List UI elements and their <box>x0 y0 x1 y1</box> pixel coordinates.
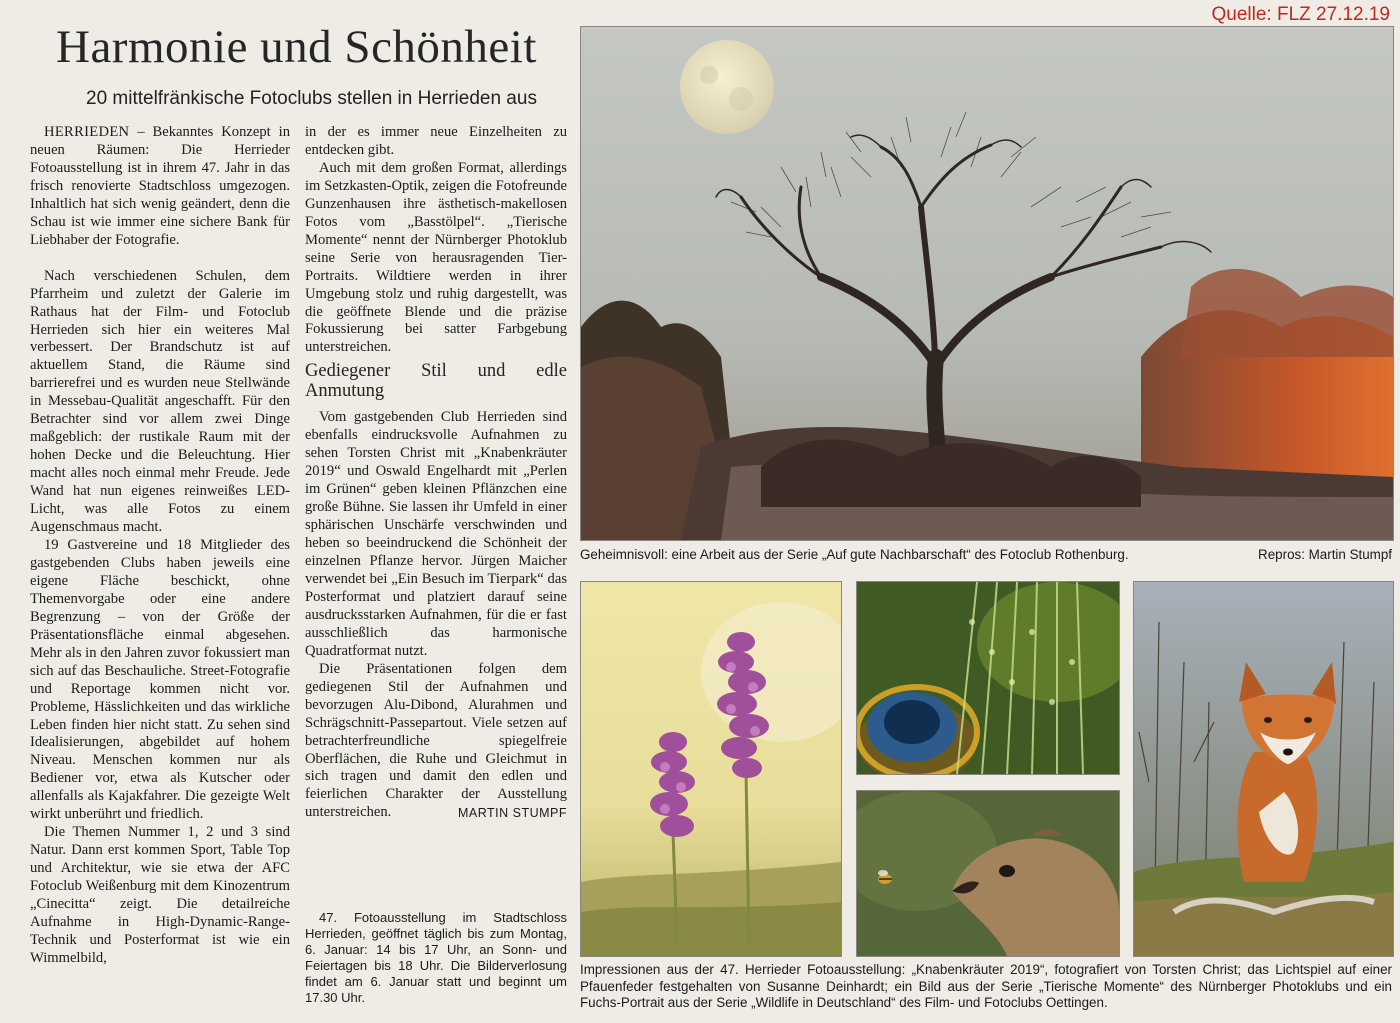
photo-meerkat <box>856 790 1120 957</box>
paragraph-4: Die Themen Nummer 1, 2 und 3 sind Natur. Dann erst kommen Sport, Table Top und Architektur, wie sie etwa der AFC Fotoclub Weißenburg mit dem Kinozentrum „Cinecitta“ zeigt. Die detailreiche Aufnahme in High-Dynamic-Range-Technik und Posterformat ist wie ein Wimmelbild, <box>30 824 290 966</box>
photo-orchids <box>580 581 842 957</box>
exhibition-info: 47. Fotoausstellung im Stadtschloss Herrieden, geöffnet täglich bis zum Montag, 6. Januar: 14 bis 17 Uhr, an Sonn- und Feiertagen bis 18 Uhr. Die Bilderverlosung findet am 6. Januar statt und beginnt um 17.30 Uhr. <box>305 910 567 1005</box>
paragraph-6: Auch mit dem großen Format, allerdings im Setzkasten-Optik, zeigen die Fotofreunde Gunzenhausen ihre ästhetisch-makellosen Fotos vom „Basstölpel“. „Tierische Momente“ nennt der Nürnberger Photoklub seine Serie von herausragenden Tier-Portraits. Wildtiere werden in ihrer Umgebung stolz und ruhig dargestellt, was die geöffnete Blende und die präzise Fokussierung bei satter Farbgebung unterstreichen. <box>305 159 567 356</box>
paragraph-5: in der es immer neue Einzelheiten zu entdecken gibt. <box>305 124 567 158</box>
article-column-1 <box>30 124 290 968</box>
photo-credit: Repros: Martin Stumpf <box>1258 547 1392 562</box>
orchids-image <box>581 582 841 956</box>
main-photo-caption: Geheimnisvoll: eine Arbeit aus der Serie „Auf gute Nachbarschaft“ des Fotoclub Rothenburg. <box>580 547 1129 562</box>
section-subhead: Gediegener Stil und edle Anmutung <box>305 361 567 402</box>
bottom-photos-caption: Impressionen aus der 47. Herrieder Fotoausstellung: „Knabenkräuter 2019“, fotografiert von Torsten Christ; das Lichtspiel auf einer Pfauenfeder festgehalten von Susanne Deinhardt; ein Bild aus der Serie „Tierische Momente“ des Nürnberger Photoklubs und ein Fuchs-Portrait aus der Serie „Wildlife in Deutschland“ des Film- und Fotoclubs Oettingen. <box>580 962 1392 1010</box>
main-photo-tree-moon <box>580 26 1394 541</box>
photo-peacock-feather <box>856 581 1120 775</box>
fox-image <box>1134 582 1393 956</box>
meerkat-image <box>857 791 1119 956</box>
paragraph-8: Die Präsentationen folgen dem gediegenen Stil der Aufnahmen und bevorzugen Alu-Dibond, Alurahmen und Schrägschnitt-Passepartout. Viele setzen auf betrachterfreundliche spiegelfreie Oberflächen, die Ruhe und Gleichmut in sich tragen und damit den edlen und feierlichen Charakter der Ausstellung unterstreichen. <box>305 660 567 821</box>
headline: Harmonie und Schönheit <box>56 21 537 73</box>
paragraph-3: 19 Gastvereine und 18 Mitglieder des gastgebenden Clubs haben jeweils eine eigene Fläche beschickt, ohne Themenvorgabe oder eine andere Begrenzung – von der Größe der Präsentationsfläche einmal abgesehen. Mehr als in den Jahren zuvor fokussiert man sich auf das Beschauliche. Street-Fotografie und Reportage kommen nicht vor. Probleme, Hässlichkeiten und das wirkliche Leben finden hier nicht statt. Zu sehen sind Idealisierungen, abgebildet auf hohem Niveau. Menschen kommen nur als Bediener vor, etwa als Kutscher oder allenfalls als Kajakfahrer. Die gezeigte Welt wirkt unberührt und friedlich. <box>30 536 290 823</box>
author-byline: MARTIN STUMPF <box>457 806 567 821</box>
dateline: HERRIEDEN <box>44 124 130 140</box>
paragraph-7: Vom gastgebenden Club Herrieden sind ebenfalls eindrucksvolle Aufnahmen zu sehen Torsten Christ mit „Knabenkräuter 2019“ und Oswald Engelhardt mit „Perlen im Grünen“ geben kleinen Pflänzchen eine große Bühne. Sie lassen ihr Umfeld in einer sphärischen Unschärfe verschwinden und heben so beeindruckend die Schönheit der einzelnen Pflanze hervor. Jürgen Maicher verwendet bei „Ein Besuch im Tierpark“ das Posterformat und platziert darauf seine ausdrucksstarken Aufnahmen, für die er fast ausschließlich das harmonische Quadratformat nutzt. <box>305 409 567 659</box>
source-label: Quelle: FLZ 27.12.19 <box>1211 4 1390 25</box>
article-column-2 <box>305 124 567 823</box>
exhibition-info-box <box>305 910 567 1006</box>
peacock-feather-image <box>857 582 1119 774</box>
paragraph-1: HERRIEDEN – Bekanntes Konzept in neuen Räumen: Die Herrieder Fotoausstellung ist in ihrem 47. Jahr in das frisch renovierte Stadtschloss umgezogen. Inhaltlich hat sich wenig geändert, denn die Schau ist wie immer eine sichere Bank für Liebhaber der Fotografie. <box>30 124 290 248</box>
photo-fox <box>1133 581 1394 957</box>
paragraph-2: Nach verschiedenen Schulen, dem Pfarrheim und zuletzt der Galerie im Rathaus hat der Film- und Fotoclub Herrieden sich hier ein weiteres Mal verbessert. Der Brandschutz ist auf aktuellem Stand, die Räume sind barrierefrei und es wurden neue Stellwände in Messebau-Qualität angeschafft. Für den Betrachter sind vor allem zwei Dinge maßgeblich: der rustikale Raum mit der hohen Decke und die Beleuchtung. Hier macht alles noch einmal mehr Freude. Jede Wand hat nun eigenes reinweißes LED-Licht, was alle Fotos zu einem Augenschmaus macht. <box>30 267 290 536</box>
tree-moon-image <box>581 27 1393 540</box>
subheadline: 20 mittelfränkische Fotoclubs stellen in Herrieden aus <box>86 88 537 109</box>
